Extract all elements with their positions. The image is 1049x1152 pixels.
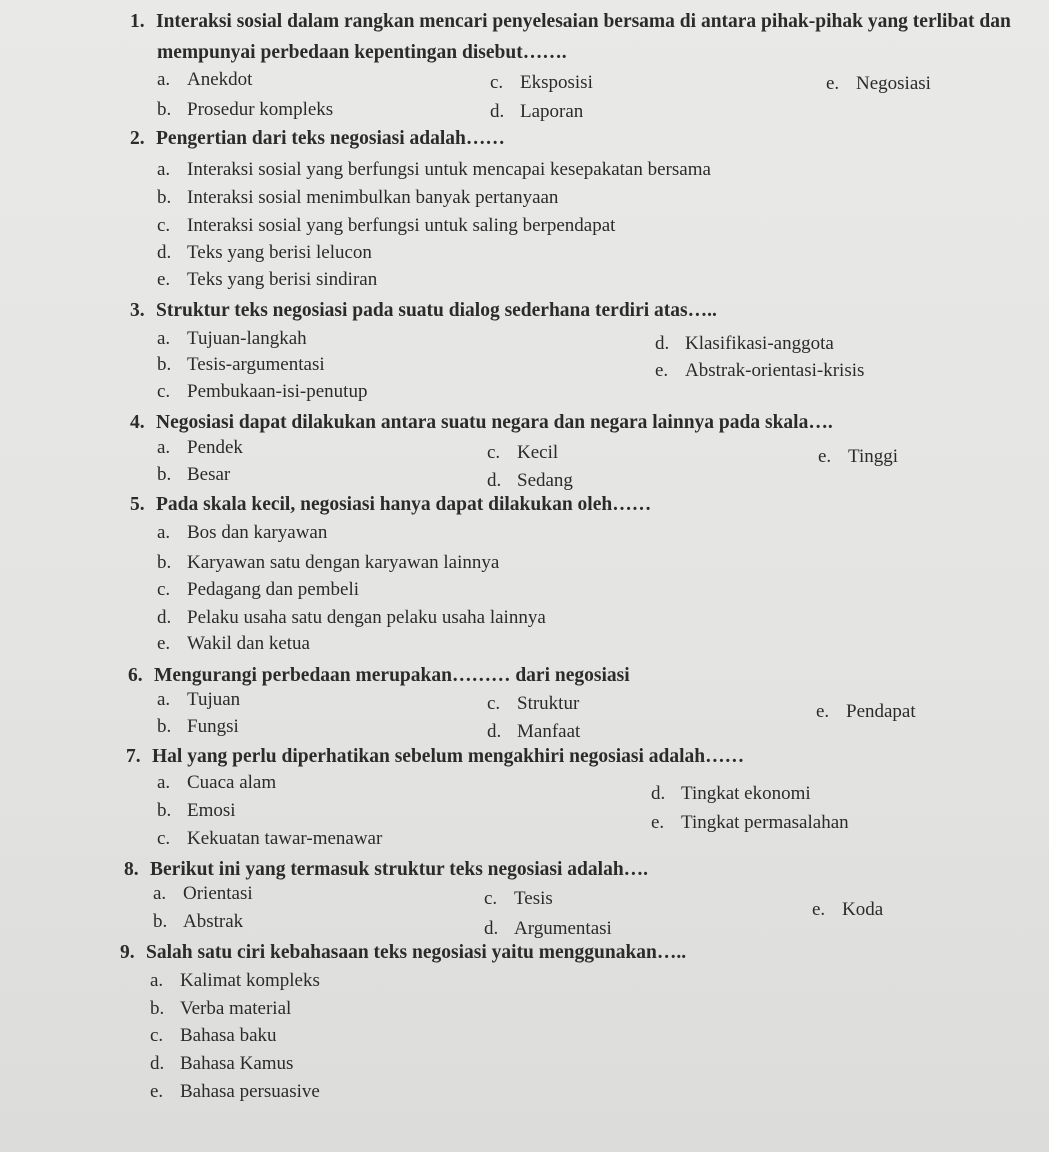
q1-option-e: e. Negosiasi <box>826 73 931 94</box>
q4-option-c: c. Kecil <box>487 442 559 463</box>
q3-option-e: e. Abstrak-orientasi-krisis <box>655 360 865 381</box>
q4-option-a: a. Pendek <box>157 437 243 458</box>
q3-option-b: b. Tesis-argumentasi <box>157 354 325 375</box>
q9-option-d: d. Bahasa Kamus <box>150 1053 294 1074</box>
question-3: 3. Struktur teks negosiasi pada suatu dialog sederhana terdiri atas….. <box>130 300 717 321</box>
q9-option-c: c. Bahasa baku <box>150 1025 277 1046</box>
question-8: 8. Berikut ini yang termasuk struktur teks negosiasi adalah…. <box>124 859 649 880</box>
q7-option-e: e. Tingkat permasalahan <box>651 812 849 833</box>
q5-option-b: b. Karyawan satu dengan karyawan lainnya <box>157 552 500 573</box>
q1-option-a: a. Anekdot <box>157 69 253 90</box>
q6-option-e: e. Pendapat <box>816 701 916 722</box>
q5-option-c: c. Pedagang dan pembeli <box>157 579 360 600</box>
q3-option-a: a. Tujuan-langkah <box>157 328 307 349</box>
question-5: 5. Pada skala kecil, negosiasi hanya dapat dilakukan oleh…… <box>130 494 652 515</box>
q2-option-e: e. Teks yang berisi sindiran <box>157 269 378 290</box>
q7-option-b: b. Emosi <box>157 800 236 821</box>
question-1: 1. Interaksi sosial dalam rangkan mencari penyelesaian bersama di antara pihak-pihak yang terlibat dan <box>130 11 1011 32</box>
q4-option-d: d. Sedang <box>487 470 573 491</box>
q7-option-d: d. Tingkat ekonomi <box>651 783 811 804</box>
q1-option-c: c. Eksposisi <box>490 72 593 93</box>
q8-option-a: a. Orientasi <box>153 883 253 904</box>
q2-option-c: c. Interaksi sosial yang berfungsi untuk saling berpendapat <box>157 215 616 236</box>
q5-option-d: d. Pelaku usaha satu dengan pelaku usaha lainnya <box>157 607 546 628</box>
q6-option-a: a. Tujuan <box>157 689 241 710</box>
q9-option-a: a. Kalimat kompleks <box>150 970 320 991</box>
q9-option-e: e. Bahasa persuasive <box>150 1081 320 1102</box>
q6-option-b: b. Fungsi <box>157 716 239 737</box>
q3-option-c: c. Pembukaan-isi-penutup <box>157 381 368 402</box>
q9-option-b: b. Verba material <box>150 998 292 1019</box>
q3-option-d: d. Klasifikasi-anggota <box>655 333 834 354</box>
question-1-continuation: mempunyai perbedaan kepentingan disebut……. <box>157 42 567 63</box>
q4-option-e: e. Tinggi <box>818 446 898 467</box>
q8-option-d: d. Argumentasi <box>484 918 612 939</box>
q4-option-b: b. Besar <box>157 464 231 485</box>
q2-option-b: b. Interaksi sosial menimbulkan banyak pertanyaan <box>157 187 559 208</box>
q8-option-e: e. Koda <box>812 899 884 920</box>
question-9: 9. Salah satu ciri kebahasaan teks negosiasi yaitu menggunakan….. <box>120 942 687 963</box>
q1-option-d: d. Laporan <box>490 101 584 122</box>
q2-option-a: a. Interaksi sosial yang berfungsi untuk mencapai kesepakatan bersama <box>157 159 711 180</box>
question-2: 2. Pengertian dari teks negosiasi adalah…… <box>130 128 505 149</box>
q7-option-a: a. Cuaca alam <box>157 772 277 793</box>
question-6: 6. Mengurangi perbedaan merupakan……… dari negosiasi <box>128 665 630 686</box>
q2-option-d: d. Teks yang berisi lelucon <box>157 242 372 263</box>
q6-option-c: c. Struktur <box>487 693 580 714</box>
q6-option-d: d. Manfaat <box>487 721 581 742</box>
q5-option-a: a. Bos dan karyawan <box>157 522 328 543</box>
q8-option-c: c. Tesis <box>484 888 553 909</box>
question-4: 4. Negosiasi dapat dilakukan antara suatu negara dan negara lainnya pada skala…. <box>130 412 833 433</box>
q1-option-b: b. Prosedur kompleks <box>157 99 334 120</box>
q7-option-c: c. Kekuatan tawar-menawar <box>157 828 383 849</box>
question-7: 7. Hal yang perlu diperhatikan sebelum mengakhiri negosiasi adalah…… <box>126 746 745 767</box>
q8-option-b: b. Abstrak <box>153 911 244 932</box>
q5-option-e: e. Wakil dan ketua <box>157 633 310 654</box>
